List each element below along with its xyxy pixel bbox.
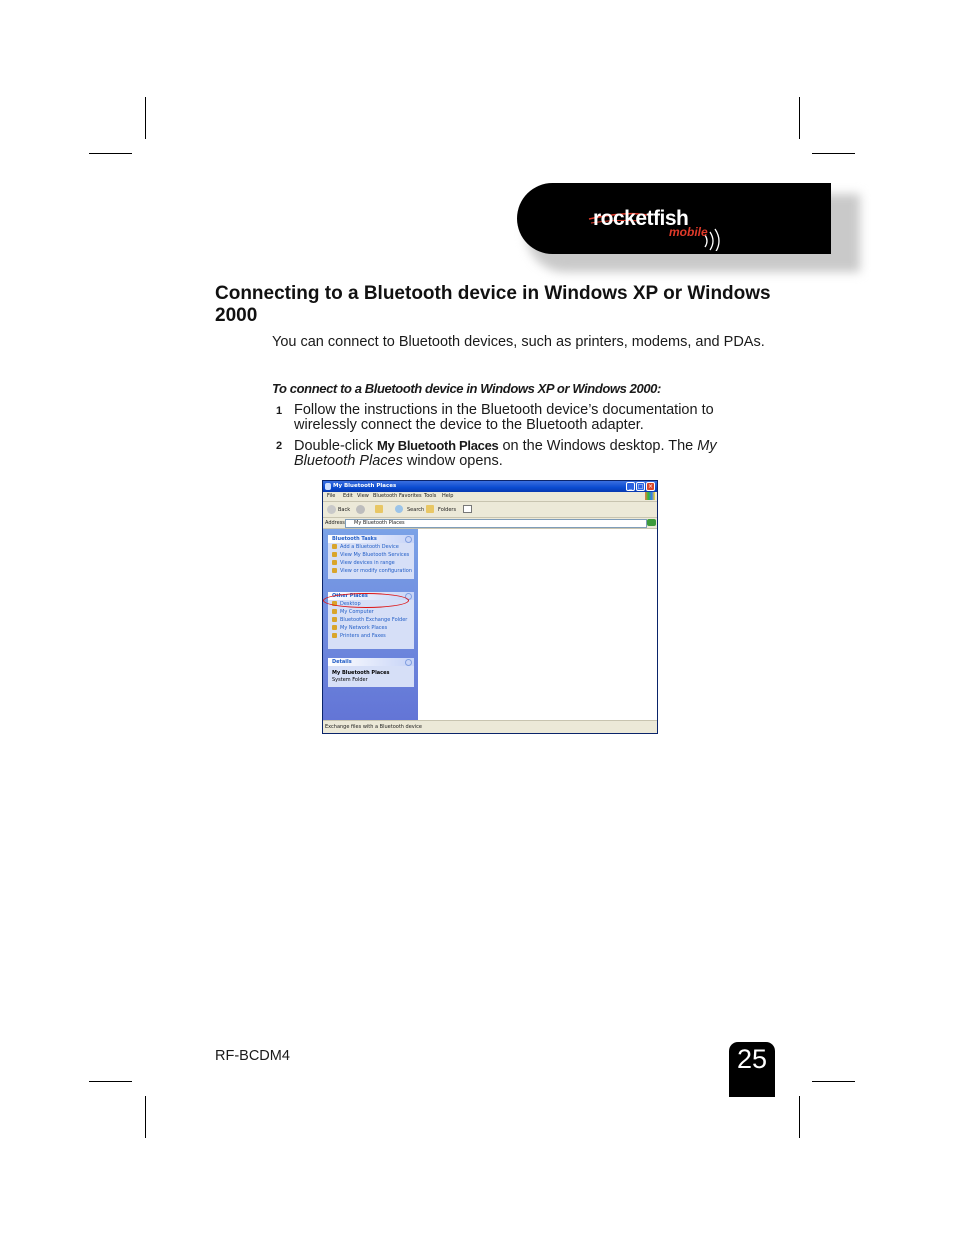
brand-logo-tab [517,183,831,254]
menu-help[interactable]: Help [442,493,454,499]
maximize-icon[interactable]: □ [637,483,644,490]
crop-mark-top-right-vertical [799,97,800,139]
italic-window-name: My Bluetooth Places [294,438,717,469]
task-view-services[interactable]: View My Bluetooth Services [328,551,414,559]
forward-arrow-icon[interactable] [356,505,365,514]
panel-header[interactable]: Details [328,658,414,666]
crop-mark-bottom-right-horizontal [812,1081,855,1082]
step-number: 1 [276,405,283,417]
folders-icon[interactable] [426,505,434,513]
menu-bluetooth[interactable]: Bluetooth [373,493,398,499]
window-icon [325,483,331,490]
up-folder-icon[interactable] [375,505,383,513]
menu-bar [323,492,657,502]
close-icon[interactable]: × [647,483,654,490]
views-icon[interactable] [463,505,472,513]
details-panel [328,658,414,687]
place-desktop[interactable]: Desktop [328,600,414,608]
procedure-heading: To connect to a Bluetooth device in Windows XP or Windows 2000: [272,381,661,396]
search-icon[interactable] [395,505,403,513]
task-add-device[interactable]: Add a Bluetooth Device [328,543,414,551]
address-label: Address [325,520,345,526]
crop-mark-top-left-horizontal [89,153,132,154]
section-title: Connecting to a Bluetooth device in Windows XP or Windows 2000 [215,283,771,326]
window-titlebar [323,481,657,492]
status-bar [323,720,657,733]
collapse-icon [405,536,412,543]
crop-mark-top-left-vertical [145,97,146,139]
menu-view[interactable]: View [357,493,369,499]
menu-file[interactable]: File [327,493,336,499]
crop-mark-bottom-left-horizontal [89,1081,132,1082]
step-text: Follow the instructions in the Bluetooth device’s documentation to wirelessly connect the device to the Bluetooth adapter. [294,402,714,433]
folder-content-area[interactable] [418,529,657,720]
back-arrow-icon[interactable] [327,505,336,514]
panel-header[interactable]: Bluetooth Tasks [328,535,414,543]
details-kind: System Folder [332,677,368,683]
menu-tools[interactable]: Tools [424,493,437,499]
place-my-computer[interactable]: My Computer [328,608,414,616]
step-number: 2 [276,440,283,452]
folders-button[interactable]: Folders [438,507,457,513]
task-pane [323,529,418,720]
logo-wordmark: rocketfish [593,207,689,230]
step-text: Double-click My Bluetooth Places on the Windows desktop. The My Bluetooth Places window opens. [294,438,717,469]
task-view-devices[interactable]: View devices in range [328,559,414,567]
window-title: My Bluetooth Places [333,483,397,489]
logo-subtitle: mobile [669,225,708,239]
windows-flag-icon [645,492,655,500]
go-icon[interactable] [647,519,656,526]
panel-header[interactable]: Other Places [328,592,414,600]
model-number: RF-BCDM4 [215,1048,290,1064]
menu-edit[interactable]: Edit [343,493,353,499]
page-number-tab [729,1042,775,1097]
menu-favorites[interactable]: Favorites [399,493,422,499]
status-text: Exchange files with a Bluetooth device [325,724,422,730]
crop-mark-bottom-right-vertical [799,1096,800,1138]
collapse-icon [405,659,412,666]
place-exchange-folder[interactable]: Bluetooth Exchange Folder [328,616,414,624]
toolbar [323,502,657,518]
task-modify-config[interactable]: View or modify configuration [328,567,414,575]
page-number: 25 [736,1044,768,1074]
highlight-circle [323,593,409,608]
bluetooth-tasks-panel [328,535,414,579]
address-input[interactable]: My Bluetooth Places [345,519,647,528]
intro-paragraph: You can connect to Bluetooth devices, such as printers, modems, and PDAs. [272,334,765,350]
details-name: My Bluetooth Places [332,670,390,676]
address-bar [323,518,657,529]
back-button[interactable]: Back [338,507,351,513]
search-button[interactable]: Search [407,507,425,513]
place-network[interactable]: My Network Places [328,624,414,632]
bold-folder-name: My Bluetooth Places [377,438,499,453]
minimize-icon[interactable]: _ [626,482,635,491]
crop-mark-bottom-left-vertical [145,1096,146,1138]
bluetooth-places-screenshot [322,480,658,734]
crop-mark-top-right-horizontal [812,153,855,154]
place-printers[interactable]: Printers and Faxes [328,632,414,640]
